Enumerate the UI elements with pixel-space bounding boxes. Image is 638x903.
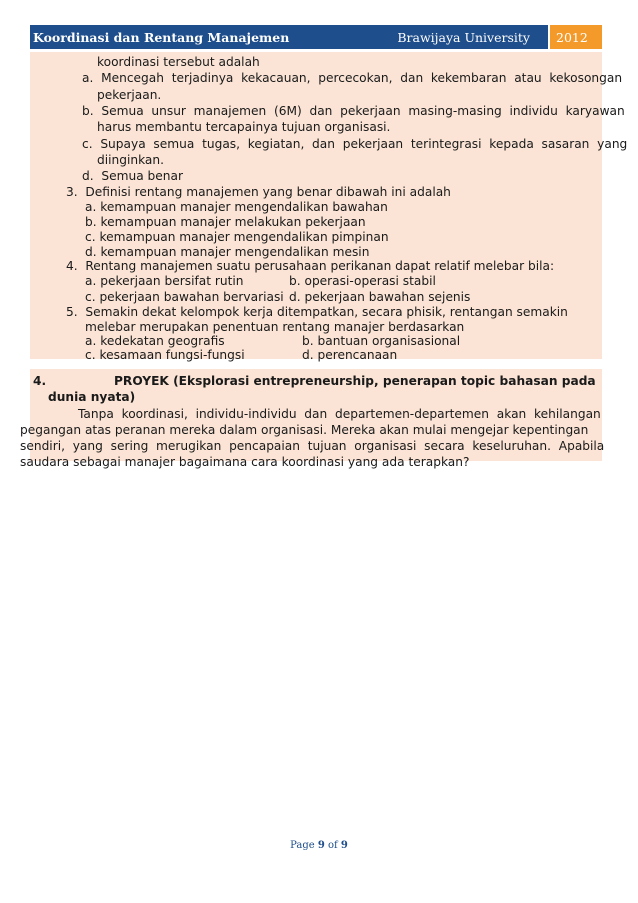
questions-block <box>30 52 628 362</box>
option-a-line1 <box>82 70 623 86</box>
section-heading-line1: PROYEK (Eksplorasi entrepreneurship, penerapan topic bahasan pada <box>114 374 596 388</box>
question-3: 3. Definisi rentang manajemen yang benar dibawah ini adalah <box>66 185 451 199</box>
header-year: 2012 <box>548 25 602 49</box>
q3-option-a: a. kemampuan manajer mengendalikan bawahan <box>85 200 388 214</box>
q4-option-b: b. operasi-operasi stabil <box>289 274 436 288</box>
document-title: Koordinasi dan Rentang Manajemen <box>33 29 290 45</box>
option-c-line1: c. Supaya semua tugas, kegiatan, dan pekerjaan terintegrasi kepada sasaran yang <box>82 137 628 151</box>
header-bar <box>30 25 548 49</box>
option-b-line1: b. Semua unsur manajemen (6M) dan pekerjaan masing-masing individu karyawan <box>82 104 625 118</box>
of-label: of <box>328 840 338 851</box>
q3-option-c: c. kemampuan manajer mengendalikan pimpinan <box>85 230 389 244</box>
section-heading-line2: dunia nyata) <box>48 390 136 404</box>
page-total: 9 <box>340 840 348 851</box>
q3-option-b: b. kemampuan manajer melakukan pekerjaan <box>85 215 366 229</box>
option-d: d. Semua benar <box>82 169 183 183</box>
university-name: Brawijaya University <box>397 29 530 45</box>
q4-option-a: a. pekerjaan bersifat rutin <box>85 274 244 288</box>
q5-option-b: b. bantuan organisasional <box>302 334 461 348</box>
page-number: 9 <box>317 840 325 851</box>
project-block <box>20 369 605 469</box>
page-header <box>30 25 602 49</box>
paragraph-line3: sendiri, yang sering merugikan pencapaian tujuan organisasi secara keseluruhan. Apabila <box>20 439 605 453</box>
q5-option-c: c. kesamaan fungsi-fungsi <box>85 348 245 362</box>
question-intro: koordinasi tersebut adalah <box>97 55 260 69</box>
option-a-text: a. Mencegah terjadinya kekacauan, percecokan, dan kekembaran atau kekosongan <box>82 71 623 85</box>
q3-option-d: d. kemampuan manajer mengendalikan mesin <box>85 245 370 259</box>
paragraph-line4: saudara sebagai manajer bagaimana cara koordinasi yang ada terapkan? <box>20 455 470 469</box>
section-number: 4. <box>33 374 47 388</box>
page-label: Page <box>290 840 315 851</box>
q4-option-d: d. pekerjaan bawahan sejenis <box>289 290 471 304</box>
page-footer <box>0 840 638 851</box>
question-5-line2: melebar merupakan penentuan rentang manajer berdasarkan <box>85 320 465 334</box>
option-b-line2: harus membantu tercapainya tujuan organisasi. <box>97 120 391 134</box>
q5-option-a: a. kedekatan geografis <box>85 334 225 348</box>
question-4: 4. Rentang manajemen suatu perusahaan perikanan dapat relatif melebar bila: <box>66 259 555 273</box>
q5-option-d: d. perencanaan <box>302 348 398 362</box>
question-5-line1: 5. Semakin dekat kelompok kerja ditempatkan, secara phisik, rentangan semakin <box>66 305 568 319</box>
q4-option-c: c. pekerjaan bawahan bervariasi <box>85 290 284 304</box>
paragraph-line1: Tanpa koordinasi, individu-individu dan departemen-departemen akan kehilangan <box>78 407 601 421</box>
paragraph-line2: pegangan atas peranan mereka dalam organisasi. Mereka akan mulai mengejar kepentingan <box>20 423 589 437</box>
option-c-line2: diinginkan. <box>97 153 164 167</box>
option-a-line2: pekerjaan. <box>97 88 162 102</box>
